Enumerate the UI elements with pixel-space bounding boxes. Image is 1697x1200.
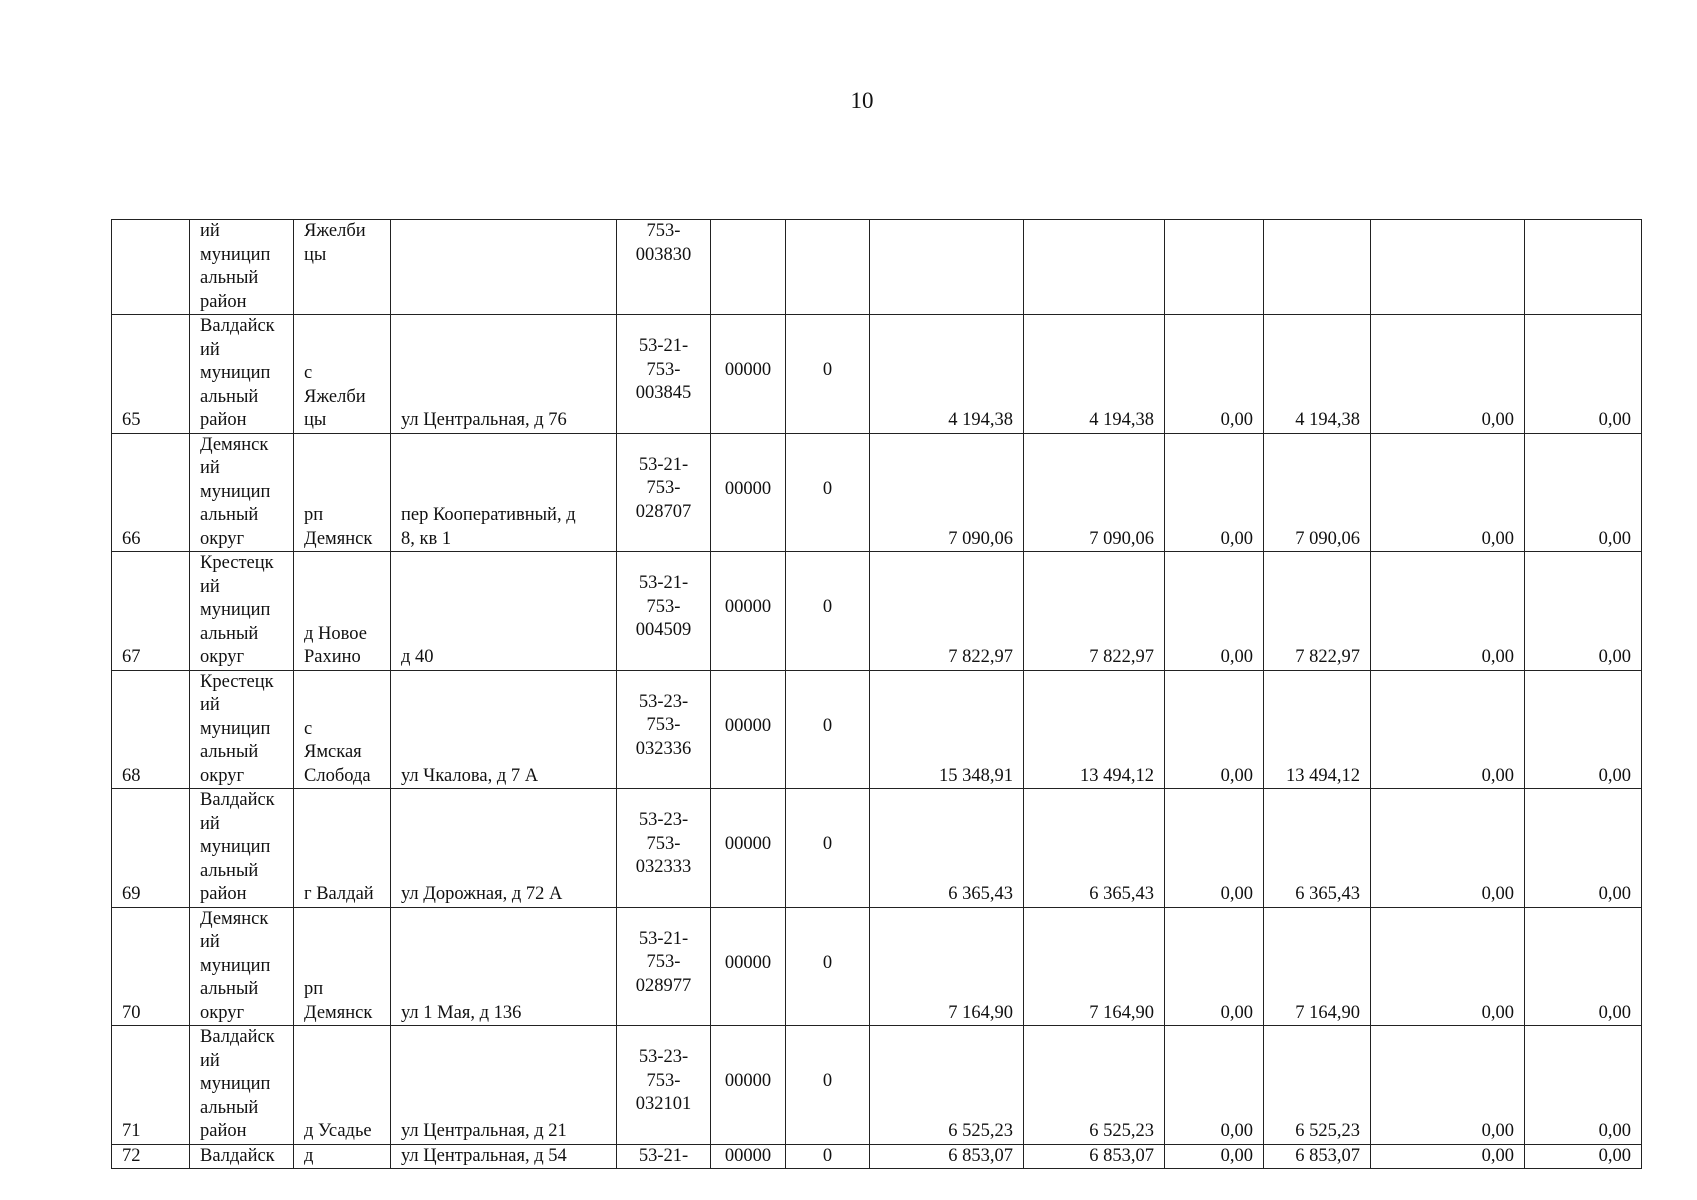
municipality-cell-line: округ xyxy=(200,647,245,667)
row-number-cell: 66 xyxy=(112,433,190,552)
municipality-cell xyxy=(190,789,294,908)
amount-cell-2: 4 194,38 xyxy=(1024,315,1165,434)
page-number: 10 xyxy=(850,88,874,113)
table-row xyxy=(112,789,1642,908)
address-cell-line: ул Центральная, д 21 xyxy=(401,1121,567,1141)
municipality-cell-line: округ xyxy=(200,528,245,549)
row-number-cell: 71 xyxy=(112,1026,190,1145)
settlement-cell-line: д xyxy=(304,1145,314,1166)
amount-cell-6: 0,00 xyxy=(1525,1026,1642,1145)
settlement-cell-line: Демянск xyxy=(304,1002,373,1023)
code-zero-cell: 0 xyxy=(786,552,870,671)
amount-cell-1: 4 194,38 xyxy=(870,315,1024,434)
settlement-cell-line: Слобода xyxy=(304,765,371,786)
row-number-cell: 69 xyxy=(112,789,190,908)
municipality-cell-line: ий xyxy=(200,932,220,952)
municipality-cell-line: муницип xyxy=(200,837,271,857)
cadastral-code-cell xyxy=(617,220,711,315)
amount-cell-4: 6 365,43 xyxy=(1264,789,1371,908)
municipality-cell-line: ий xyxy=(200,695,220,715)
code-zeros-cell: 00000 xyxy=(711,907,786,1026)
settlement-cell-line: Яжелби xyxy=(304,221,366,241)
code-zero-cell: 0 xyxy=(786,315,870,434)
municipality-cell-line: район xyxy=(200,291,247,312)
code-zero-cell: 0 xyxy=(786,670,870,789)
municipality-cell-line: Валдайск xyxy=(200,1027,275,1047)
amount-cell-4: 6 853,07 xyxy=(1264,1144,1371,1169)
cadastral-code-cell-line: 53-23- xyxy=(638,1047,689,1067)
amount-cell-2: 13 494,12 xyxy=(1024,670,1165,789)
amount-cell-3: 0,00 xyxy=(1165,552,1264,671)
cadastral-code-cell-line: 032333 xyxy=(635,857,692,877)
amount-cell-5: 0,00 xyxy=(1371,1144,1525,1169)
amount-cell-3 xyxy=(1165,220,1264,315)
municipality-cell-line: альный xyxy=(200,505,259,525)
settlement-cell-line: Яжелби xyxy=(304,386,366,407)
municipality-cell-line: муницип xyxy=(200,481,271,502)
cadastral-code-cell-line: 53-21- xyxy=(638,336,689,356)
amount-cell-6: 0,00 xyxy=(1525,670,1642,789)
municipality-cell-line: муницип xyxy=(200,363,271,383)
municipality-cell-line: ий xyxy=(200,221,220,241)
address-cell-line: ул Центральная, д 54 xyxy=(401,1145,567,1166)
code-zeros-cell: 00000 xyxy=(711,315,786,434)
amount-cell-3: 0,00 xyxy=(1165,1026,1264,1145)
address-cell xyxy=(391,552,617,671)
amount-cell-2 xyxy=(1024,220,1165,315)
amount-cell-4: 7 090,06 xyxy=(1264,433,1371,552)
address-cell-line: ул Дорожная, д 72 А xyxy=(401,884,563,904)
amount-cell-1: 6 853,07 xyxy=(870,1144,1024,1169)
municipality-cell-line: альный xyxy=(200,979,259,999)
row-number-cell: 67 xyxy=(112,552,190,671)
amount-cell-4: 6 525,23 xyxy=(1264,1026,1371,1145)
table-row xyxy=(112,433,1642,552)
amount-cell-2: 6 365,43 xyxy=(1024,789,1165,908)
settlement-cell xyxy=(294,1144,391,1169)
municipality-cell-line: альный xyxy=(200,742,259,762)
municipality-cell-line: муницип xyxy=(200,955,271,976)
settlement-cell xyxy=(294,1026,391,1145)
municipality-cell-line: альный xyxy=(200,386,259,407)
address-cell xyxy=(391,1026,617,1145)
amount-cell-3: 0,00 xyxy=(1165,789,1264,908)
code-zero-cell: 0 xyxy=(786,1144,870,1169)
settlement-cell-line: с xyxy=(304,718,313,739)
municipality-cell-line: муницип xyxy=(200,1074,271,1094)
code-zeros-cell: 00000 xyxy=(711,670,786,789)
municipality-cell-line: округ xyxy=(200,1002,245,1023)
amount-cell-6: 0,00 xyxy=(1525,1144,1642,1169)
code-zeros-cell: 00000 xyxy=(711,1026,786,1145)
cadastral-code-cell xyxy=(617,1026,711,1145)
municipality-cell-line: Валдайск xyxy=(200,790,275,810)
settlement-cell xyxy=(294,433,391,552)
municipality-cell xyxy=(190,315,294,434)
cadastral-code-cell-line: 753- xyxy=(646,478,681,498)
amount-cell-1: 7 164,90 xyxy=(870,907,1024,1026)
code-zero-cell: 0 xyxy=(786,907,870,1026)
amount-cell-4: 13 494,12 xyxy=(1264,670,1371,789)
address-cell-line: 8, кв 1 xyxy=(401,528,452,549)
municipality-cell-line: альный xyxy=(200,860,259,881)
municipality-cell-line: округ xyxy=(200,765,245,786)
cadastral-code-cell-line: 028977 xyxy=(635,975,692,996)
municipality-cell-line: район xyxy=(200,410,247,430)
table-row xyxy=(112,1026,1642,1145)
code-zero-cell: 0 xyxy=(786,1026,870,1145)
address-cell xyxy=(391,789,617,908)
amount-cell-5: 0,00 xyxy=(1371,789,1525,908)
amount-cell-3: 0,00 xyxy=(1165,670,1264,789)
table-row xyxy=(112,220,1642,315)
municipality-cell xyxy=(190,220,294,315)
cadastral-code-cell-line: 753- xyxy=(646,596,681,617)
amount-cell-1: 7 090,06 xyxy=(870,433,1024,552)
address-cell-line: пер Кооперативный, д xyxy=(401,505,576,525)
cadastral-code-cell-line: 53-23- xyxy=(638,810,689,830)
amount-cell-5: 0,00 xyxy=(1371,1026,1525,1145)
settlement-cell-line: Демянск xyxy=(304,528,373,549)
row-number-cell: 72 xyxy=(112,1144,190,1169)
amount-cell-5: 0,00 xyxy=(1371,670,1525,789)
amount-cell-1 xyxy=(870,220,1024,315)
amount-cell-6: 0,00 xyxy=(1525,433,1642,552)
settlement-cell-line: д Новое xyxy=(304,623,367,644)
settlement-cell xyxy=(294,315,391,434)
settlement-cell-line: г Валдай xyxy=(304,884,374,904)
municipality-cell xyxy=(190,552,294,671)
settlement-cell-line: цы xyxy=(304,244,327,265)
cadastral-code-cell xyxy=(617,552,711,671)
amount-cell-6: 0,00 xyxy=(1525,907,1642,1026)
row-number-cell: 70 xyxy=(112,907,190,1026)
cadastral-code-cell xyxy=(617,315,711,434)
code-zeros-cell: 00000 xyxy=(711,552,786,671)
table-row xyxy=(112,670,1642,789)
address-cell xyxy=(391,907,617,1026)
amount-cell-1: 7 822,97 xyxy=(870,552,1024,671)
amount-cell-2: 7 090,06 xyxy=(1024,433,1165,552)
housing-registry-table xyxy=(111,219,1642,1169)
row-number-cell: 68 xyxy=(112,670,190,789)
amount-cell-2: 7 822,97 xyxy=(1024,552,1165,671)
amount-cell-6 xyxy=(1525,220,1642,315)
amount-cell-3: 0,00 xyxy=(1165,433,1264,552)
cadastral-code-cell-line: 753- xyxy=(646,715,681,735)
municipality-cell-line: Валдайск xyxy=(200,1145,275,1166)
settlement-cell-line: д Усадье xyxy=(304,1121,372,1141)
cadastral-code-cell-line: 004509 xyxy=(635,620,692,640)
amount-cell-2: 6 853,07 xyxy=(1024,1144,1165,1169)
municipality-cell xyxy=(190,670,294,789)
cadastral-code-cell xyxy=(617,670,711,789)
cadastral-code-cell-line: 753- xyxy=(646,221,681,241)
code-zeros-cell: 00000 xyxy=(711,433,786,552)
table-row xyxy=(112,315,1642,434)
municipality-cell-line: ий xyxy=(200,576,220,597)
municipality-cell-line: альный xyxy=(200,268,259,288)
amount-cell-5: 0,00 xyxy=(1371,907,1525,1026)
cadastral-code-cell-line: 53-23- xyxy=(638,691,689,712)
code-zeros-cell: 00000 xyxy=(711,1144,786,1169)
address-cell xyxy=(391,1144,617,1169)
table-row xyxy=(112,552,1642,671)
cadastral-code-cell-line: 53-21- xyxy=(638,928,689,949)
code-zero-cell xyxy=(786,220,870,315)
amount-cell-3: 0,00 xyxy=(1165,315,1264,434)
cadastral-code-cell-line: 753- xyxy=(646,359,681,380)
amount-cell-3: 0,00 xyxy=(1165,907,1264,1026)
settlement-cell-line: Ямская xyxy=(304,742,362,762)
cadastral-code-cell-line: 53-21- xyxy=(638,1145,689,1166)
municipality-cell xyxy=(190,1144,294,1169)
settlement-cell xyxy=(294,670,391,789)
municipality-cell-line: Крестецк xyxy=(200,553,274,573)
cadastral-code-cell-line: 753- xyxy=(646,833,681,854)
settlement-cell xyxy=(294,220,391,315)
address-cell-line: ул 1 Мая, д 136 xyxy=(401,1002,522,1023)
row-number-cell: 65 xyxy=(112,315,190,434)
address-cell xyxy=(391,670,617,789)
municipality-cell-line: Крестецк xyxy=(200,671,274,692)
table-row xyxy=(112,907,1642,1026)
municipality-cell-line: муницип xyxy=(200,244,271,265)
settlement-cell-line: с xyxy=(304,363,313,383)
amount-cell-1: 15 348,91 xyxy=(870,670,1024,789)
table-row xyxy=(112,1144,1642,1169)
settlement-cell xyxy=(294,552,391,671)
cadastral-code-cell-line: 753- xyxy=(646,952,681,972)
amount-cell-4: 7 164,90 xyxy=(1264,907,1371,1026)
municipality-cell xyxy=(190,907,294,1026)
cadastral-code-cell-line: 53-21- xyxy=(638,573,689,593)
amount-cell-3: 0,00 xyxy=(1165,1144,1264,1169)
amount-cell-1: 6 365,43 xyxy=(870,789,1024,908)
municipality-cell-line: ий xyxy=(200,813,220,834)
cadastral-code-cell-line: 53-21- xyxy=(638,454,689,475)
cadastral-code-cell xyxy=(617,789,711,908)
amount-cell-1: 6 525,23 xyxy=(870,1026,1024,1145)
cadastral-code-cell-line: 032336 xyxy=(635,738,692,759)
municipality-cell-line: район xyxy=(200,884,247,904)
amount-cell-5 xyxy=(1371,220,1525,315)
settlement-cell-line: цы xyxy=(304,410,327,430)
amount-cell-5: 0,00 xyxy=(1371,433,1525,552)
municipality-cell xyxy=(190,1026,294,1145)
address-cell-line: ул Чкалова, д 7 А xyxy=(401,765,539,786)
settlement-cell-line: рп xyxy=(304,505,324,525)
address-cell-line: ул Центральная, д 76 xyxy=(401,410,567,430)
amount-cell-4: 4 194,38 xyxy=(1264,315,1371,434)
municipality-cell-line: Демянск xyxy=(200,908,269,929)
amount-cell-5: 0,00 xyxy=(1371,315,1525,434)
code-zero-cell: 0 xyxy=(786,433,870,552)
cadastral-code-cell xyxy=(617,433,711,552)
address-cell xyxy=(391,315,617,434)
settlement-cell-line: рп xyxy=(304,979,324,999)
address-cell-line: д 40 xyxy=(401,647,434,667)
municipality-cell-line: альный xyxy=(200,623,259,644)
settlement-cell-line: Рахино xyxy=(304,647,361,667)
cadastral-code-cell-line: 028707 xyxy=(635,501,692,522)
municipality-cell-line: ий xyxy=(200,458,220,478)
amount-cell-4: 7 822,97 xyxy=(1264,552,1371,671)
municipality-cell xyxy=(190,433,294,552)
municipality-cell-line: альный xyxy=(200,1097,259,1118)
municipality-cell-line: ий xyxy=(200,339,220,360)
municipality-cell-line: район xyxy=(200,1121,247,1141)
municipality-cell-line: муницип xyxy=(200,718,271,739)
cadastral-code-cell xyxy=(617,907,711,1026)
row-number-cell xyxy=(112,220,190,315)
code-zeros-cell: 00000 xyxy=(711,789,786,908)
amount-cell-2: 7 164,90 xyxy=(1024,907,1165,1026)
municipality-cell-line: Демянск xyxy=(200,434,269,455)
cadastral-code-cell xyxy=(617,1144,711,1169)
amount-cell-2: 6 525,23 xyxy=(1024,1026,1165,1145)
amount-cell-5: 0,00 xyxy=(1371,552,1525,671)
amount-cell-6: 0,00 xyxy=(1525,789,1642,908)
municipality-cell-line: Валдайск xyxy=(200,316,275,336)
municipality-cell-line: муницип xyxy=(200,600,271,620)
settlement-cell xyxy=(294,907,391,1026)
address-cell xyxy=(391,220,617,315)
settlement-cell xyxy=(294,789,391,908)
cadastral-code-cell-line: 753- xyxy=(646,1070,681,1091)
municipality-cell-line: ий xyxy=(200,1050,220,1071)
amount-cell-6: 0,00 xyxy=(1525,552,1642,671)
code-zero-cell: 0 xyxy=(786,789,870,908)
cadastral-code-cell-line: 003830 xyxy=(635,244,692,265)
amount-cell-6: 0,00 xyxy=(1525,315,1642,434)
cadastral-code-cell-line: 003845 xyxy=(635,383,692,403)
amount-cell-4 xyxy=(1264,220,1371,315)
address-cell xyxy=(391,433,617,552)
cadastral-code-cell-line: 032101 xyxy=(635,1094,692,1114)
code-zeros-cell xyxy=(711,220,786,315)
